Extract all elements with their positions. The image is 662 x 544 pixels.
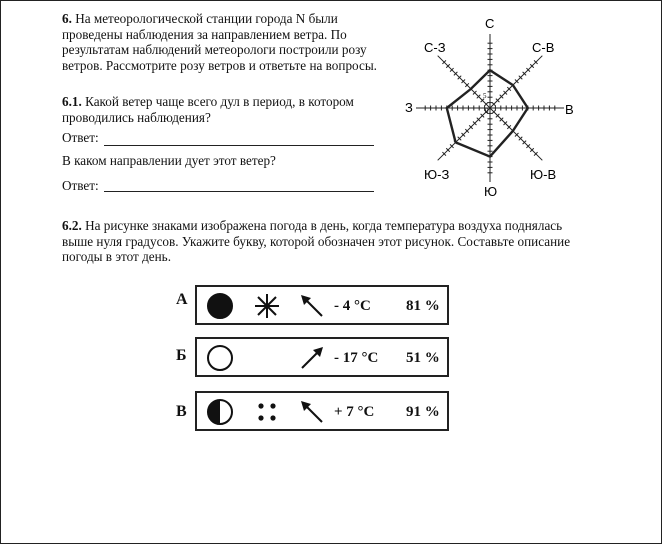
rose-label-se: Ю-В [530, 167, 557, 182]
answer-label-1: Ответ: [62, 130, 99, 145]
temperature-b: - 17 °С [334, 350, 379, 366]
task-6-1-question-text: Какой ветер чаще всего дул в период, в котором проводились наблюдения? [62, 94, 354, 125]
task-6-body: На метеорологической станции города N были проведены наблюдения за направлением ветра. По результатам наблюдений метеорологи построили розу ветров. Рассмотрите розу ветров и ответьте на вопросы. [62, 11, 377, 73]
rain-icon [252, 397, 282, 427]
weather-row-letter-a: А [176, 291, 188, 308]
temperature-a: - 4 °С [334, 298, 371, 314]
snow-icon [252, 291, 282, 321]
rose-label-n: С [485, 16, 495, 31]
rose-label-w: З [405, 100, 413, 115]
weather-row-v[interactable] [195, 391, 449, 431]
wind-rose [404, 12, 584, 197]
humidity-a: 81 % [406, 298, 440, 314]
task-6-1-question [62, 94, 382, 125]
weather-row-letter-v: В [176, 403, 187, 420]
wind-north-west-icon [297, 291, 327, 321]
temperature-v: + 7 °С [334, 404, 375, 420]
humidity-b: 51 % [406, 350, 440, 366]
task-6-text [62, 11, 382, 73]
task-6-2-text [62, 218, 582, 265]
task-6-2-body: На рисунке знаками изображена погода в день, когда температура воздуха поднялась выше нуля градусов. Укажите букву, которой обозначен этот рисунок. Составьте описание погоды в этот день. [62, 218, 571, 265]
rose-scale-mark: 5 [483, 92, 487, 100]
rose-label-nw: С-З [424, 40, 446, 55]
rose-label-e: В [565, 102, 574, 117]
answer-label-2: Ответ: [62, 178, 99, 193]
humidity-v: 91 % [406, 404, 440, 420]
wind-north-east-icon [297, 343, 327, 373]
rose-label-s: Ю [484, 184, 498, 197]
wind-north-west-icon [297, 397, 327, 427]
rose-label-ne: С-В [532, 40, 555, 55]
weather-row-letter-b: Б [176, 347, 187, 364]
answer-line-1[interactable] [104, 145, 374, 146]
rose-label-sw: Ю-З [424, 167, 450, 182]
cloud-half-icon [205, 397, 235, 427]
rose-center-mark: 0 [485, 107, 489, 115]
weather-row-a[interactable] [195, 285, 449, 325]
cloud-clear-icon [205, 343, 235, 373]
cloud-full-icon [205, 291, 235, 321]
task-6-number: 6. [62, 11, 72, 26]
weather-row-b[interactable] [195, 337, 449, 377]
answer-line-2[interactable] [104, 191, 374, 192]
task-6-1-question-2: В каком направлении дует этот ветер? [62, 153, 276, 168]
task-6-2-number: 6.2. [62, 218, 82, 233]
task-6-1-number: 6.1. [62, 94, 82, 109]
